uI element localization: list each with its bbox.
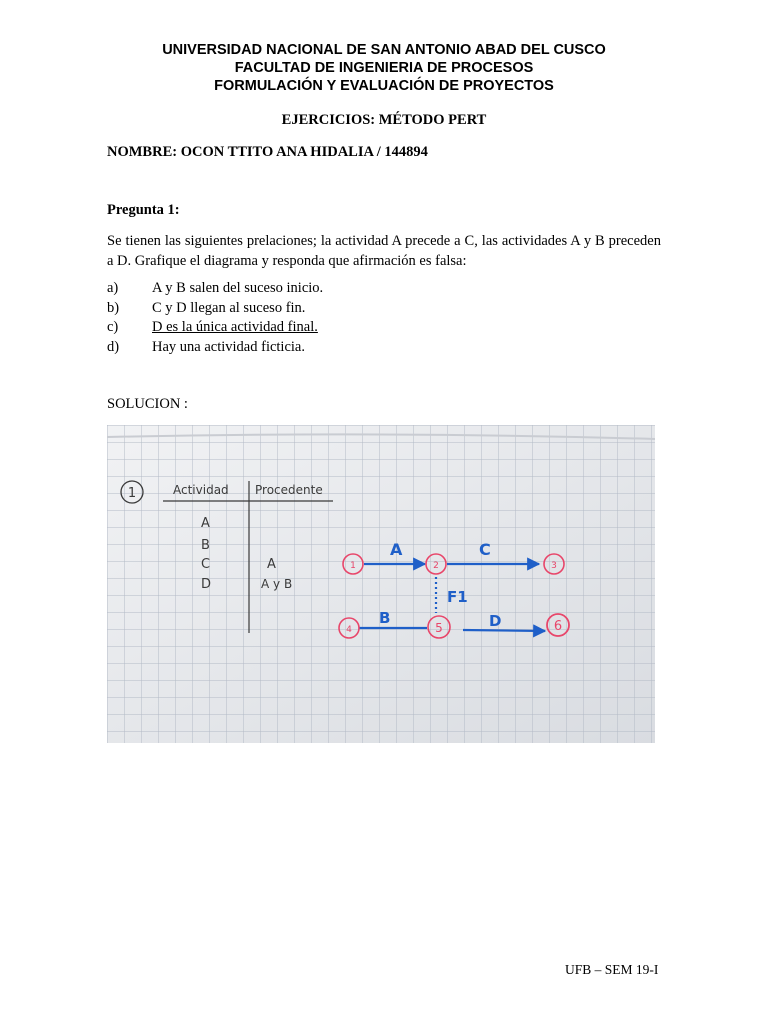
svg-text:3: 3	[551, 561, 557, 571]
table-header-precedent: Procedente	[255, 483, 323, 497]
handwritten-solution-photo	[107, 425, 655, 743]
footer-text: UFB – SEM 19-I	[565, 962, 659, 977]
row-activity-a: A	[201, 516, 210, 531]
option-d: d) Hay una actividad ficticia.	[107, 338, 305, 355]
course-name: FORMULACIÓN Y EVALUACIÓN DE PROYECTOS	[214, 78, 554, 94]
label-b: B	[379, 609, 391, 627]
option-a: a) A y B salen del suceso inicio.	[107, 280, 324, 296]
university-name: UNIVERSIDAD NACIONAL DE SAN ANTONIO ABAD DEL CUSCO	[162, 42, 606, 58]
svg-text:1: 1	[350, 561, 356, 571]
answer-options	[107, 279, 323, 357]
label-c: C	[479, 540, 491, 559]
svg-text:5: 5	[435, 621, 443, 635]
question-text: Se tienen las siguientes prelaciones; la actividad A precede a C, las actividades A y B preceden a D. Grafique el diagrama y responda que afirmación es falsa:	[107, 233, 661, 269]
solution-label: SOLUCION :	[107, 396, 188, 412]
row-precedent-d: A y B	[261, 577, 293, 591]
row-activity-c: C	[201, 557, 211, 572]
svg-text:2: 2	[433, 561, 439, 571]
label-d: D	[489, 612, 502, 630]
label-a: A	[390, 540, 403, 559]
option-b: b) C y D llegan al suceso fin.	[107, 299, 306, 316]
label-f1: F1	[447, 588, 468, 606]
option-c: c) D es la única actividad final.	[107, 319, 318, 335]
row-activity-b: B	[201, 538, 210, 553]
student-name: NOMBRE: OCON TTITO ANA HIDALIA / 144894	[107, 144, 428, 160]
svg-text:1: 1	[127, 486, 137, 501]
row-precedent-c: A	[267, 557, 276, 572]
faculty-name: FACULTAD DE INGENIERIA DE PROCESOS	[234, 60, 534, 76]
question-title: Pregunta 1:	[107, 202, 180, 218]
svg-text:6: 6	[553, 619, 563, 634]
row-activity-d: D	[201, 577, 212, 592]
arrow-d	[463, 630, 545, 631]
document-subtitle: EJERCICIOS: MÉTODO PERT	[281, 112, 487, 128]
svg-text:4: 4	[346, 625, 352, 635]
table-header-activity: Actividad	[173, 483, 229, 497]
